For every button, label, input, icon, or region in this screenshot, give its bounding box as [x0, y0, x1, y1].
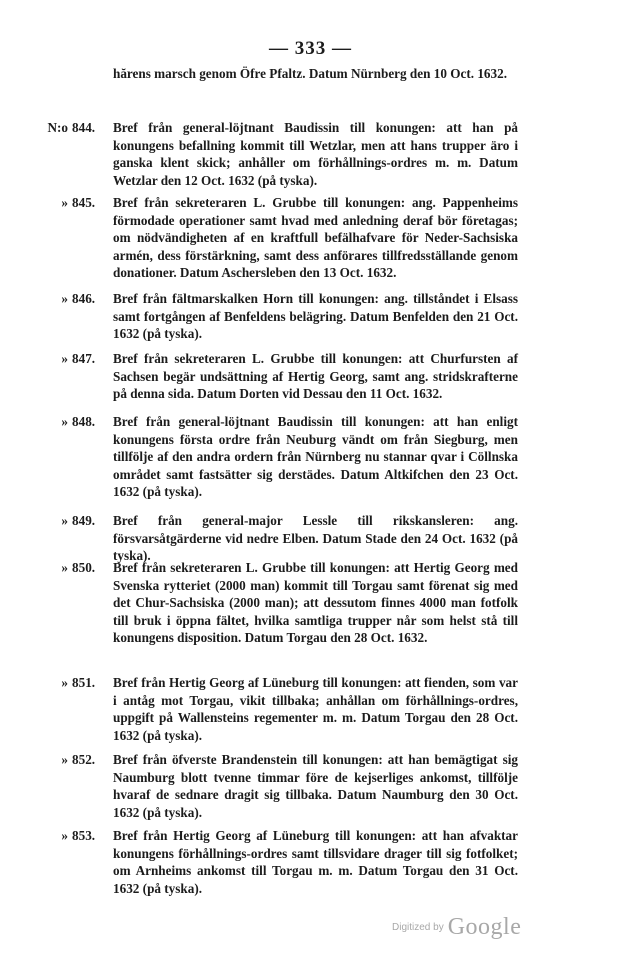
google-logo: Google	[447, 914, 522, 940]
entry-text: Bref från Hertig Georg af Lüneburg till konungen: att han afvaktar konungens förhållnings-ordres samt tillsvidare drager till sig fotfolket; om Arnheims ankomst till Torgau m. m. Datum Torgau den 31 Oct. 1632 (på tyska).	[113, 828, 518, 896]
entry-number: 844.	[72, 120, 96, 135]
entry-number: 847.	[72, 351, 96, 366]
entry-prefix: »	[61, 195, 68, 210]
entry-number: 846.	[72, 291, 96, 306]
continuation-text: hărens marsch genom Öfre Pfaltz. Datum Nürnberg den 10 Oct. 1632.	[113, 66, 507, 81]
entry-number: 850.	[72, 560, 96, 575]
entry-prefix: »	[61, 752, 68, 767]
entry-number: 852.	[72, 752, 96, 767]
entry-number: 845.	[72, 195, 96, 210]
entry-number: 851.	[72, 675, 96, 690]
page-number: — 333 —	[269, 38, 352, 59]
entry-prefix: N:o	[47, 120, 68, 135]
entry-prefix: »	[61, 414, 68, 429]
entry-text: Bref från sekreteraren L. Grubbe till konungen: att Hertig Georg med Svenska rytteriet (2000 man) kommit till Torgau samt förenat sig med det Chur-Sachsiska (2000 man); att dessutom finnes 4000 man fotfolk till bruk i öppna fältet, hvilka samtliga trupper når som helst stå till konungens disposition. Datum Torgau den 28 Oct. 1632.	[113, 560, 518, 645]
entry-prefix: »	[61, 828, 68, 843]
entry-text: Bref från Hertig Georg af Lüneburg till konungen: att fienden, som var i antåg mot Torgau, vikit tillbaka; anhållan om förhållnings-ordres, uppgift på Wallensteins regementer m. m. Datum Torgau den 28 Oct. 1632 (på tyska).	[113, 675, 518, 743]
entry-text: Bref från fältmarskalken Horn till konungen: ang. tillståndet i Elsass samt fortgången af Benfeldens belägring. Datum Benfelden den 21 Oct. 1632 (på tyska).	[113, 291, 518, 341]
entry-number: 848.	[72, 414, 96, 429]
entry-text: Bref från general-löjtnant Baudissin till konungen: att han på konungens befallning kommit till Wetzlar, men att hans trupper äro i ganska klent skick; anhåller om förhållnings-ordres m. m. Datum Wetzlar den 12 Oct. 1632 (på tyska).	[113, 120, 518, 188]
entry-text: Bref från sekreteraren L. Grubbe till konungen: ang. Pappenheims förmodade operationer samt hvad med anledning deraf bör företagas; om nödvändigheten af en kraftfull befälhafvare för Neder-Sachsiska armén, dess förstärkning, samt dess anförares tillfredsställande genom donationer. Datum Aschersleben den 13 Oct. 1632.	[113, 195, 518, 280]
entry-text: Bref från general-löjtnant Baudissin till konungen: att han enligt konungens första ordre från Neuburg vändt om från Siegburg, men tillfölje af den andra ordern från Nürnberg nu stannar qvar i Cöllnska området samt fastsätter sig derstädes. Datum Altkifchen den 23 Oct. 1632 (på tyska).	[113, 414, 518, 499]
entry-prefix: »	[61, 513, 68, 528]
entry-number: 849.	[72, 513, 96, 528]
entry-text: Bref från general-major Lessle till rikskansleren: ang. försvarsåtgärderne vid nedre Elben. Datum Stade den 24 Oct. 1632 (på tyska).	[113, 513, 518, 563]
digitized-label: Digitized by	[392, 922, 444, 933]
entry-number: 853.	[72, 828, 96, 843]
entry-prefix: »	[61, 351, 68, 366]
entry-prefix: »	[61, 675, 68, 690]
entry-prefix: »	[61, 291, 68, 306]
digitized-watermark	[392, 914, 572, 941]
entry-text: Bref från öfverste Brandenstein till konungen: att han bemägtigat sig Naumburg blott tvenne timmar före de kejserliges ankomst, tillfölje hvaraf de sednare dragit sig tillbaka. Datum Naumburg den 30 Oct. 1632 (på tyska).	[113, 752, 518, 820]
entry-prefix: »	[61, 560, 68, 575]
entry-text: Bref från sekreteraren L. Grubbe till konungen: att Churfursten af Sachsen begär undsättning af Hertig Georg, samt ang. stridskrafterne på denna sida. Datum Dorten vid Dessau den 11 Oct. 1632.	[113, 351, 518, 401]
